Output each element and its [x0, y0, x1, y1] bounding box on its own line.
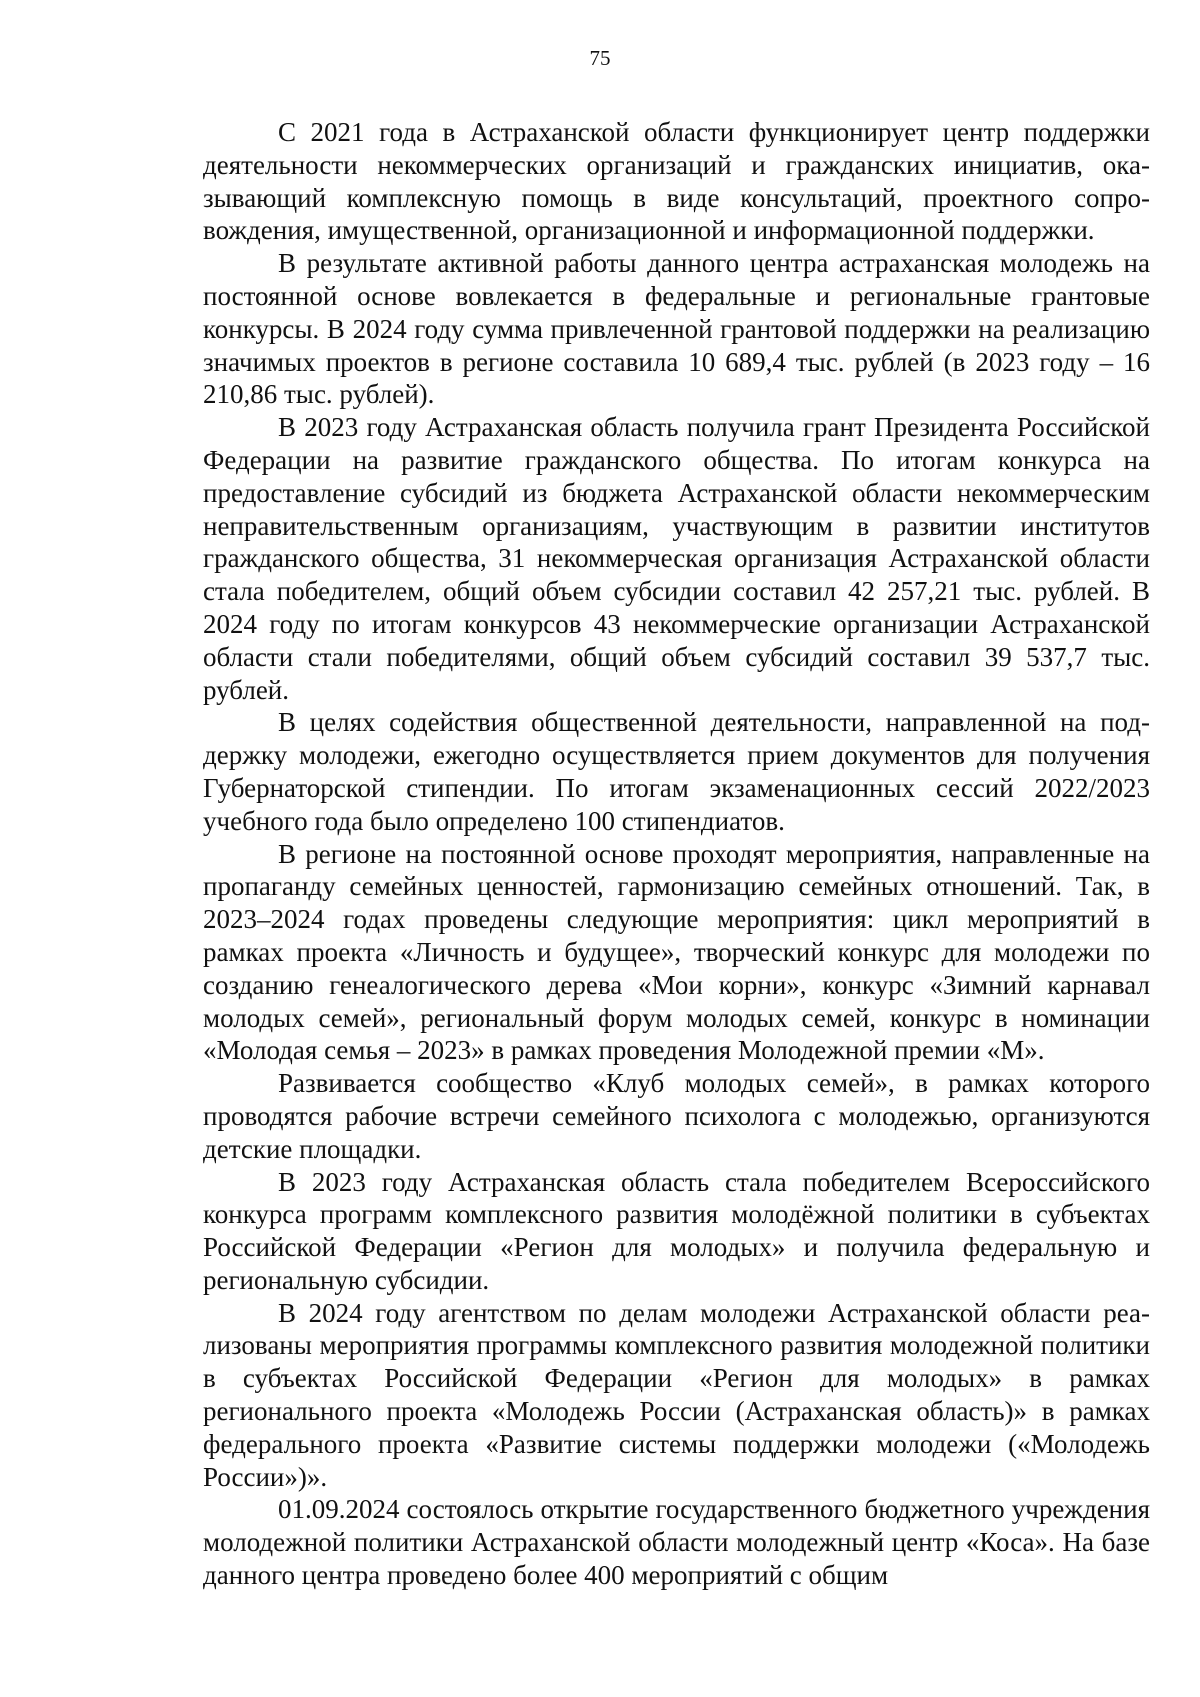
page-number: 75 — [589, 46, 611, 70]
paragraph-family-values-events: В регионе на постоянной основе проходят мероприятия, направленные на пропаганду семейных ценностей, гармонизацию семейных отношений. Так, в 2023–2024 годах проведены следующие мероприятия: цикл мероприятий в рамках проекта «Личность и будущее», творческий конкурс для молодежи по созданию генеалогического дерева «Мои корни», конкурс «Зимний карнавал молодых семей», региональный форум молодых семей, конкурс в номинации «Молодая семья – 2023» в рамках проведения Молодежной премии «М». — [203, 838, 1150, 1066]
paragraph-governor-scholarship: В целях содействия общественной деятельности, направленной на поддержку молодежи, ежегодно осуществляется прием документов для получения Губернаторской стипендии. По итогам экзаменационных сессий 2022/2023 учебного года было определено 100 стипендиатов. — [203, 707, 1150, 836]
document-body — [203, 116, 1150, 1592]
paragraph-presidential-grant: В 2023 году Астраханская область получила грант Президента Российской Федерации на развитие гражданского общества. По итогам конкурса на предоставление субсидий из бюджета Астраханской области некоммерческим неправительственным организациям, участвующим в развитии институтов гражданского общества, 31 некоммерческая организация Астраханской области стала победителем, общий объем субсидии составил 42 257,21 тыс. рублей. В 2024 году по итогам конкурсов 43 некоммерческие организации Астраханской области стали победителями, общий объем субсидий составил 39 537,7 тыс. рублей. — [203, 412, 1150, 705]
paragraph-grant-contests: В результате активной работы данного центра астраханская молодежь на постоянной основе вовлекается в федеральные и региональные грантовые конкурсы. В 2024 году сумма привлеченной грантовой поддержки на реализацию значимых проектов в регионе составила 10 689,4 тыс. рублей (в 2023 году – 16 210,86 тыс. рублей). — [203, 248, 1150, 410]
paragraph-kosa-youth-center: 01.09.2024 состоялось открытие государственного бюджетного учреждения молодежной политики Астраханской области молодежный центр «Коса». На базе данного центра проведено более 400 мероприятий с общим — [203, 1494, 1150, 1591]
paragraph-region-for-youth-contest: В 2023 году Астраханская область стала победителем Всероссийского конкурса программ комплексного развития молодёжной политики в субъектах Российской Федерации «Регион для молодых» и получила федеральную и региональную субсидии. — [203, 1166, 1150, 1295]
paragraph-young-families-club: Развивается сообщество «Клуб молодых семей», в рамках которого проводятся рабочие встречи семейного психолога с молодежью, организуются детские площадки. — [203, 1068, 1150, 1164]
paragraph-ngo-support-center: С 2021 года в Астраханской области функционирует центр поддержки деятельности некоммерческих организаций и гражданских инициатив, оказывающий комплексную помощь в виде консультаций, проектного сопровождения, имущественной, организационной и информационной поддержки. — [203, 117, 1150, 246]
paragraph-youth-agency-program: В 2024 году агентством по делам молодежи Астраханской области реализованы мероприятия программы комплексного развития молодежной политики в субъектах Российской Федерации «Регион для молодых» в рамках регионального проекта «Молодежь России (Астраханская область)» в рамках федерального проекта «Развитие системы поддержки молодежи («Молодежь России»)». — [203, 1297, 1150, 1492]
